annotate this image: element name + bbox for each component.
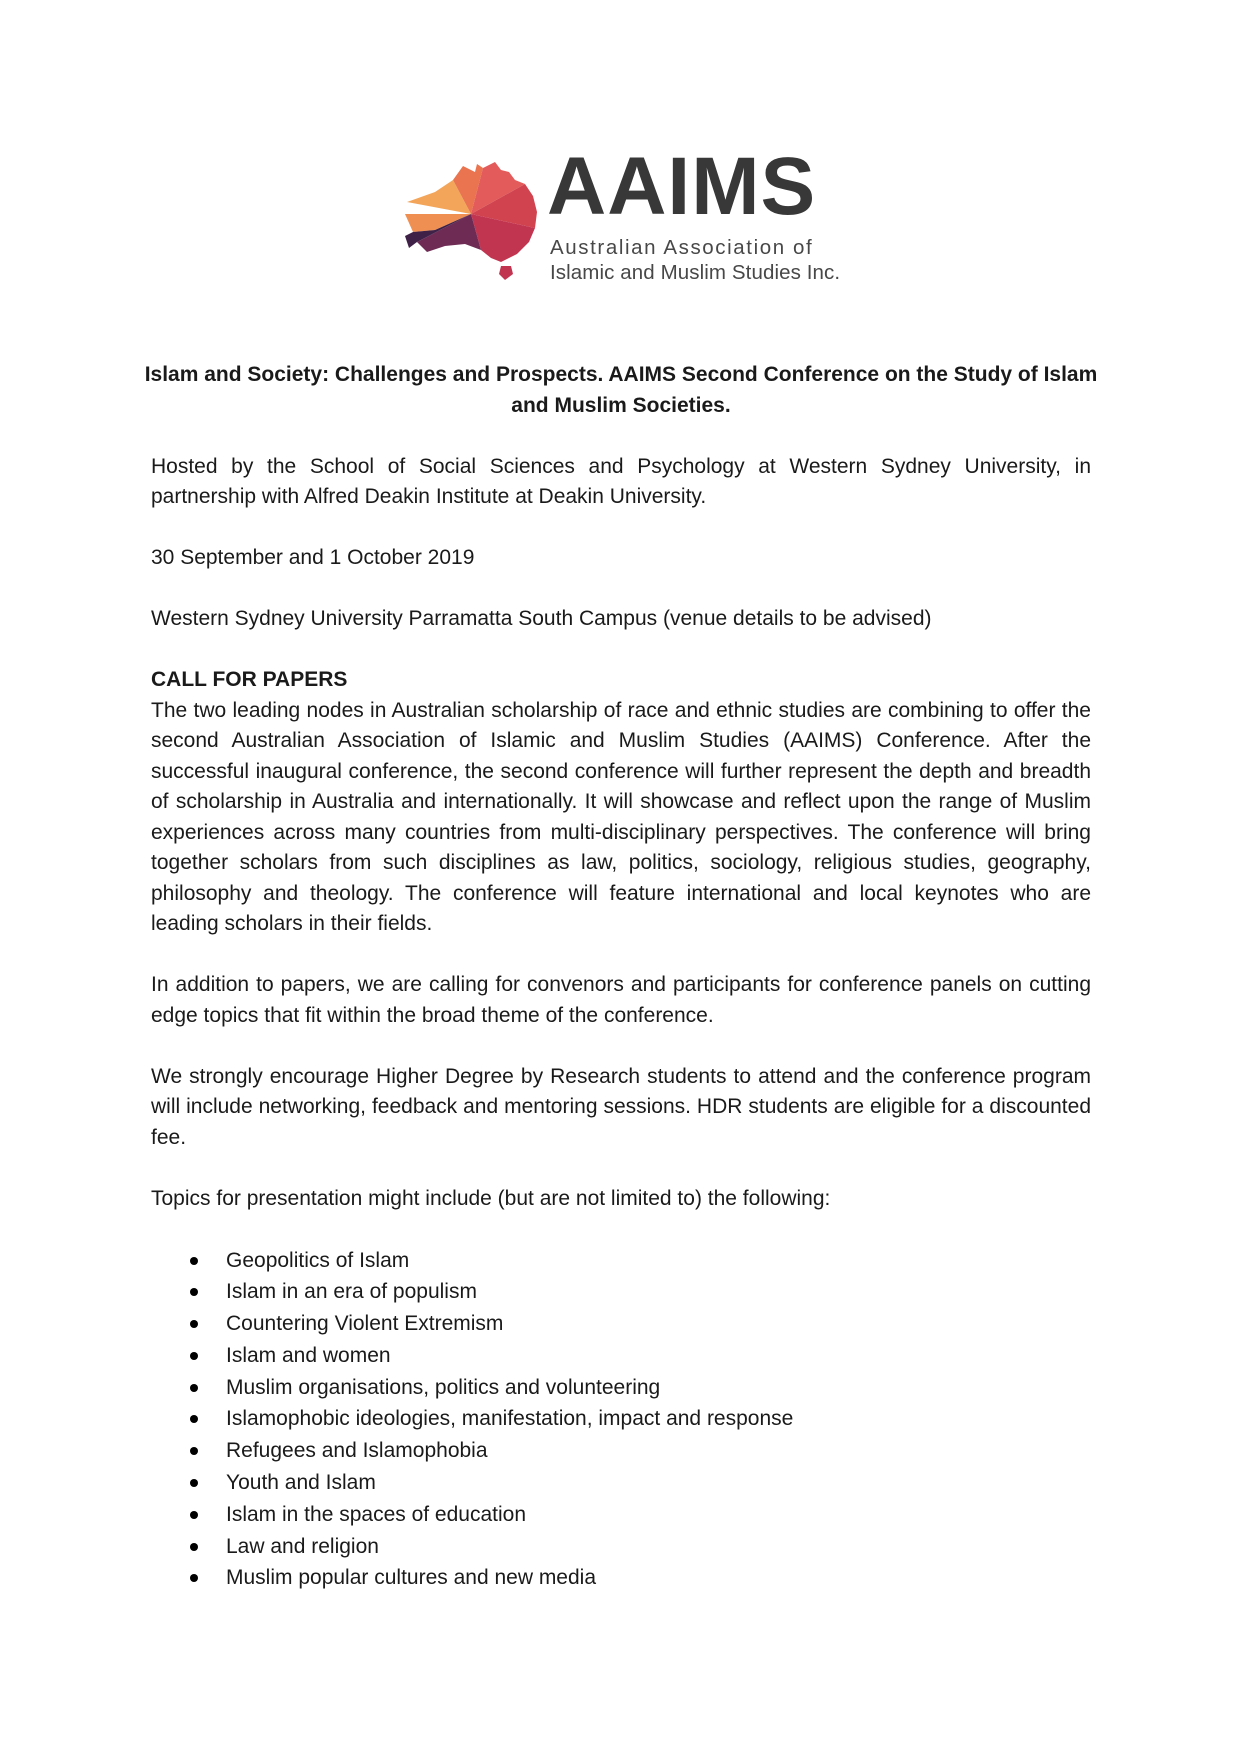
hosted-paragraph: Hosted by the School of Social Sciences and Psychology at Western Sydney University, in partnership with Alfred Deakin Institute at Deakin University. — [151, 454, 1091, 508]
topic-label: Islam and women — [226, 1343, 391, 1367]
bullet-icon — [190, 1511, 198, 1519]
conference-title: Islam and Society: Challenges and Prospects. AAIMS Second Conference on the Study of Islam and Muslim Societies. — [144, 363, 1098, 417]
topic-label: Muslim popular cultures and new media — [226, 1566, 597, 1590]
hdr-paragraph: We strongly encourage Higher Degree by Research students to attend and the conference program will include networking, feedback and mentoring sessions. HDR students are eligible for a discounted fee. — [151, 1064, 1091, 1149]
bullet-icon — [190, 1352, 198, 1360]
list-item — [151, 1435, 1091, 1467]
logo-acronym: AAIMS — [547, 141, 817, 232]
list-item — [151, 1276, 1091, 1308]
logo-subtitle-line2: Islamic and Muslim Studies Inc. — [550, 261, 841, 284]
topics-intro: Topics for presentation might include (but are not limited to) the following: — [151, 1186, 831, 1210]
bullet-icon — [190, 1447, 198, 1455]
list-item — [151, 1531, 1091, 1563]
logo-subtitle-line1: Australian Association of — [550, 236, 814, 259]
topics-list — [151, 1245, 1091, 1595]
bullet-icon — [190, 1288, 198, 1296]
aaims-logo — [405, 141, 841, 288]
list-item — [151, 1340, 1091, 1372]
conference-venue: Western Sydney University Parramatta South Campus (venue details to be advised) — [151, 607, 932, 630]
bullet-icon — [190, 1415, 198, 1423]
list-item — [151, 1308, 1091, 1340]
call-for-papers-body: The two leading nodes in Australian scholarship of race and ethnic studies are combining to offer the second Australian Association of Islamic and Muslim Studies (AAIMS) Conference. After the successful inaugural conference, the second conference will further represent the depth and breadth of scholarship in Australia and internationally. It will showcase and reflect upon the range of Muslim experiences across many countries from multi-disciplinary perspectives. The conference will bring together scholars from such disciplines as law, politics, sociology, religious studies, geography, philosophy and theology. The conference will feature international and local keynotes who are leading scholars in their fields. — [151, 698, 1091, 935]
topic-label: Refugees and Islamophobia — [226, 1439, 488, 1463]
topic-label: Countering Violent Extremism — [226, 1312, 504, 1336]
topic-label: Law and religion — [226, 1534, 379, 1558]
topic-label: Youth and Islam — [226, 1471, 376, 1495]
bullet-icon — [190, 1479, 198, 1487]
topic-label: Islam in the spaces of education — [226, 1502, 527, 1526]
logo-tasmania — [499, 266, 513, 280]
panels-paragraph: In addition to papers, we are calling for convenors and participants for conference panels on cutting edge topics that fit within the broad theme of the conference. — [151, 973, 1091, 1027]
bullet-icon — [190, 1543, 198, 1551]
topic-label: Islam in an era of populism — [226, 1280, 477, 1304]
topic-label: Islamophobic ideologies, manifestation, impact and response — [226, 1407, 794, 1431]
document-body — [144, 360, 1098, 1594]
list-item — [151, 1245, 1091, 1277]
list-item — [151, 1467, 1091, 1499]
list-item — [151, 1403, 1091, 1435]
conference-dates: 30 September and 1 October 2019 — [151, 546, 475, 569]
call-for-papers-heading: CALL FOR PAPERS — [151, 668, 348, 691]
list-item — [151, 1499, 1091, 1531]
topic-label: Geopolitics of Islam — [226, 1248, 410, 1272]
bullet-icon — [190, 1384, 198, 1392]
list-item — [151, 1372, 1091, 1404]
bullet-icon — [190, 1257, 198, 1265]
bullet-icon — [190, 1574, 198, 1582]
list-item — [151, 1562, 1091, 1594]
topic-label: Muslim organisations, politics and volunteering — [226, 1375, 661, 1399]
bullet-icon — [190, 1320, 198, 1328]
australia-map-icon — [405, 162, 540, 284]
